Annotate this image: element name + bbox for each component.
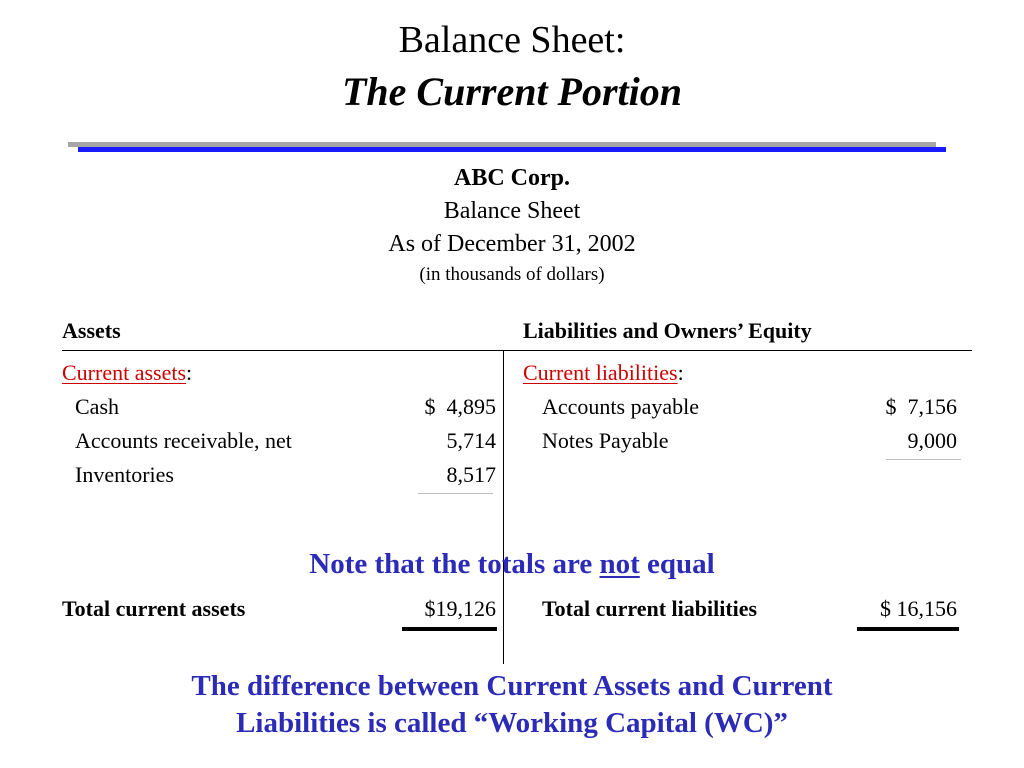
slide-title: Balance Sheet: [398, 19, 626, 61]
asset-subtotal-rule [418, 493, 493, 494]
total-liabilities-label: Total current liabilities [542, 596, 758, 621]
statement-name: Balance Sheet [443, 198, 581, 224]
asset-item-label: Inventories [75, 462, 174, 487]
liability-subtotal-rule [886, 459, 961, 460]
asset-item-label: Accounts receivable, net [75, 428, 292, 453]
total-liabilities-value: $ 16,156 [880, 596, 957, 621]
working-capital-definition [0, 668, 1024, 742]
header-rule [62, 350, 972, 351]
liability-item-label: Notes Payable [542, 428, 669, 453]
asset-item-value: $ 4,895 [424, 394, 496, 419]
total-liabilities-double-rule [857, 627, 959, 631]
statement-date: As of December 31, 2002 [388, 231, 636, 257]
liability-item-label: Accounts payable [542, 394, 699, 419]
slide-subtitle: The Current Portion [341, 69, 683, 114]
total-assets-double-rule [402, 627, 497, 631]
asset-item-value: 5,714 [446, 428, 496, 453]
total-assets-label: Total current assets [62, 596, 246, 621]
total-assets-value: $19,126 [424, 596, 496, 621]
liability-item-value: 9,000 [907, 428, 957, 453]
footer-line-1: The difference between Current Assets and Current [191, 670, 833, 702]
current-assets-label: Current assets: [62, 360, 193, 385]
asset-item-label: Cash [75, 394, 119, 419]
assets-heading: Assets [62, 318, 121, 343]
totals-note: Note that the totals are not equal [309, 548, 715, 580]
current-liabilities-label: Current liabilities: [523, 360, 684, 385]
statement-units: (in thousands of dollars) [419, 264, 605, 285]
liability-item-value: $ 7,156 [885, 394, 957, 419]
asset-item-value: 8,517 [446, 462, 496, 487]
title-divider [78, 147, 946, 152]
footer-line-2: Liabilities is called “Working Capital (WC)” [236, 707, 788, 739]
liabilities-heading: Liabilities and Owners’ Equity [523, 318, 812, 343]
column-divider [503, 350, 504, 664]
company-name: ABC Corp. [453, 165, 570, 191]
